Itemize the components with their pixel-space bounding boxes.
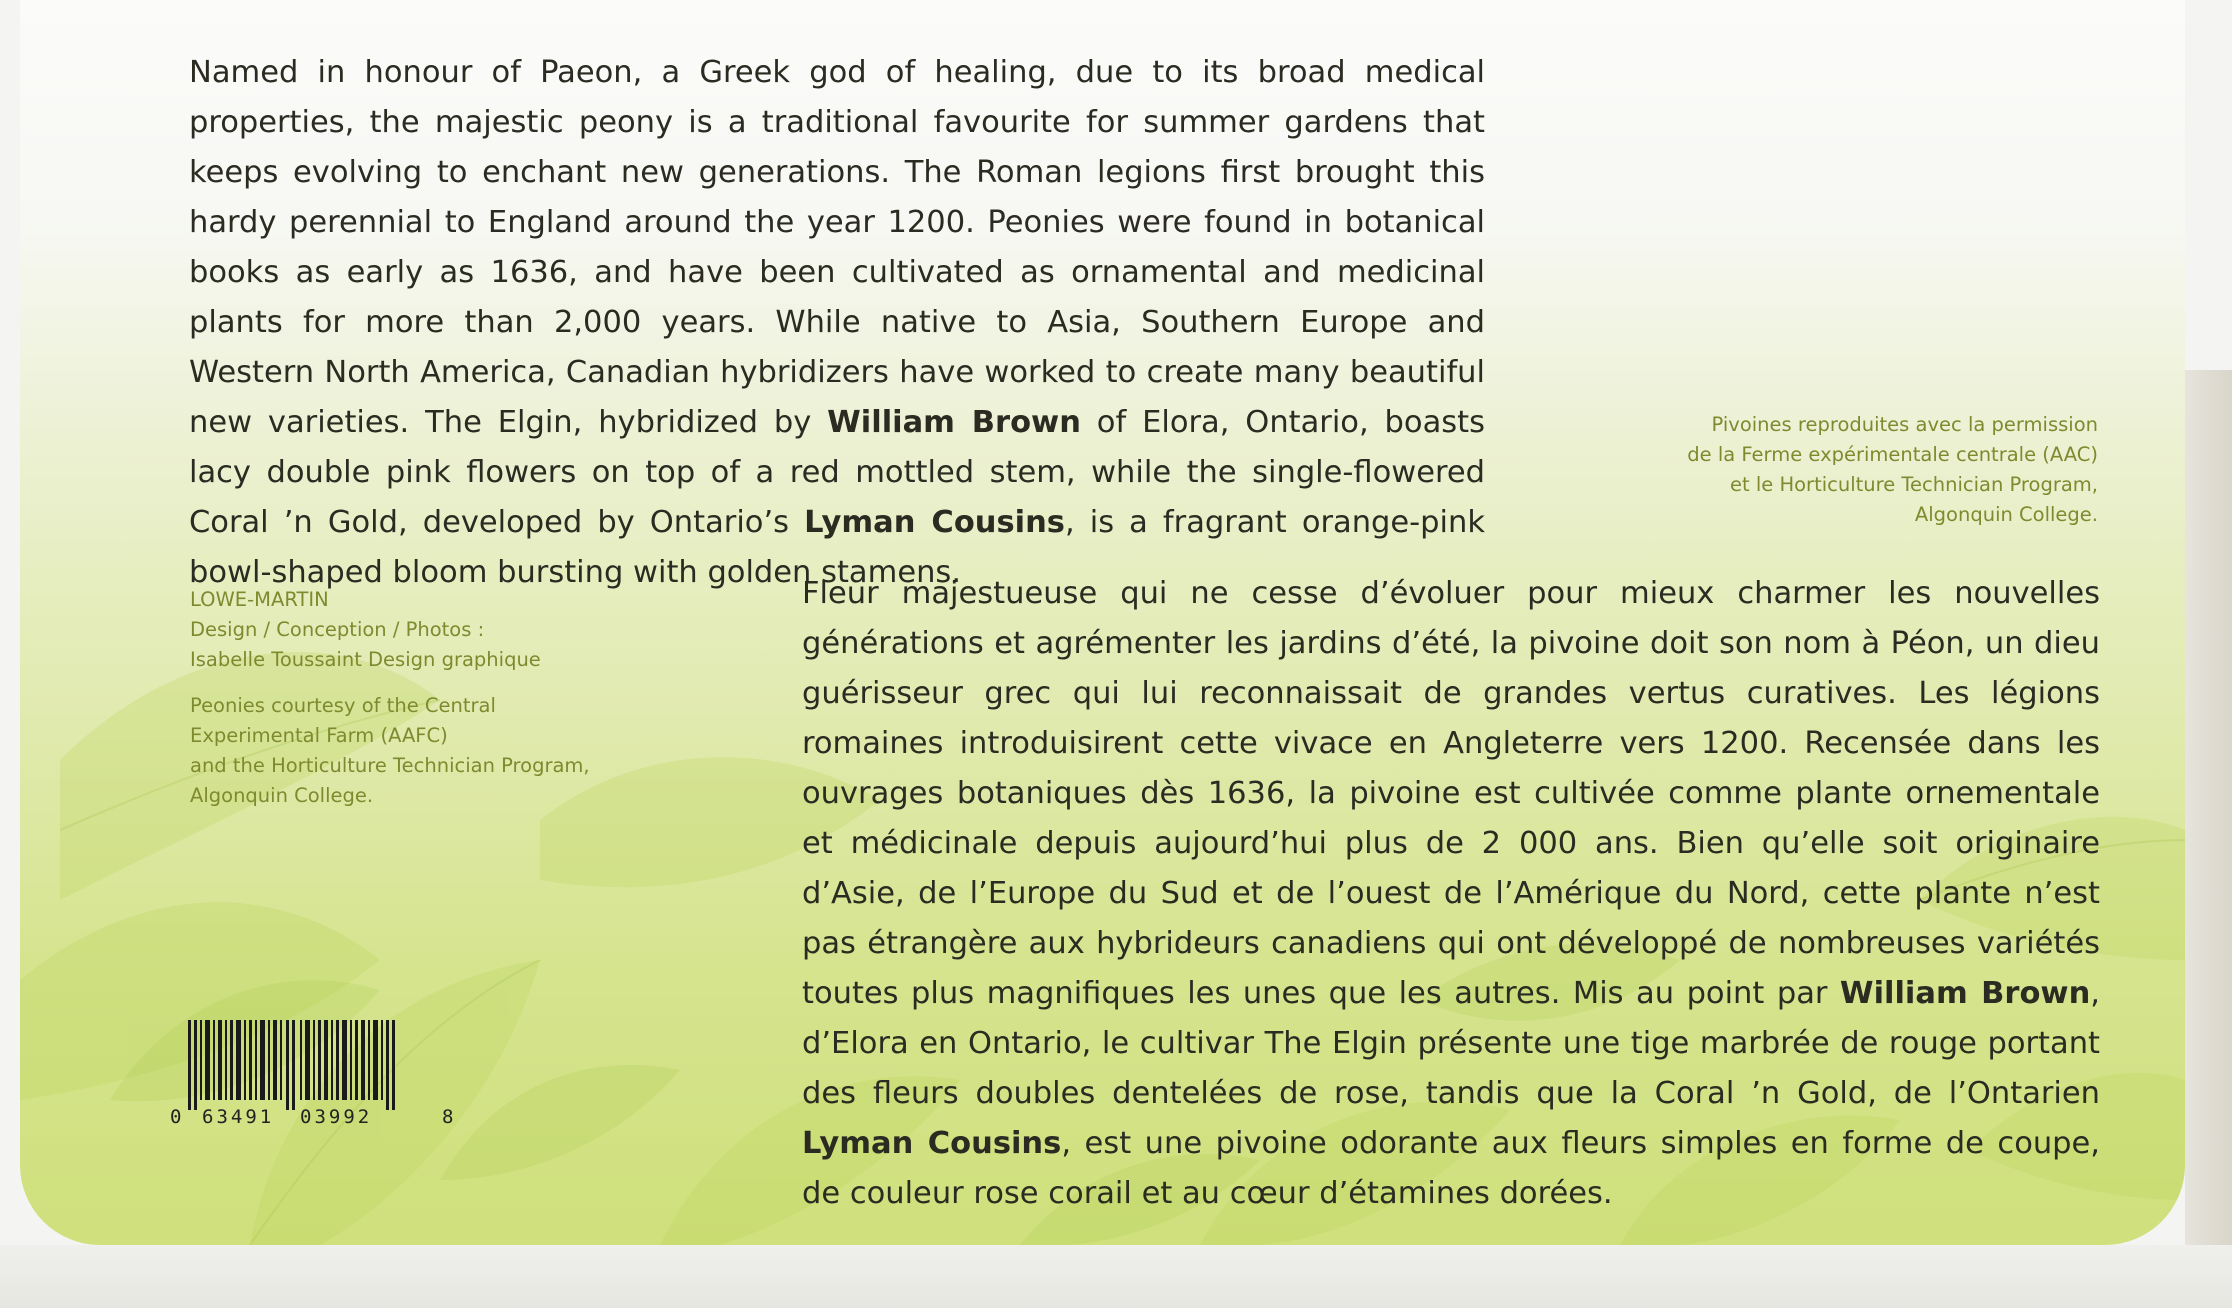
designer-name-lyman-cousins: Lyman Cousins — [804, 505, 1065, 540]
cover-panel — [20, 0, 2185, 1245]
english-text-part2: of Elora, Ontario, boasts lacy double pink flowers on top of a red mottled stem, while the single-flowered Coral ’n Gold, developed by Ontario’s — [189, 405, 1486, 540]
french-description — [802, 569, 2100, 1219]
upc-barcode — [170, 1020, 470, 1135]
credit-fr-line: Algonquin College. — [1914, 503, 2098, 526]
designer-name-lyman-cousins-fr: Lyman Cousins — [802, 1126, 1062, 1161]
design-label: Design / Conception / Photos : — [190, 618, 485, 641]
credit-fr-line: et le Horticulture Technician Program, — [1730, 473, 2098, 496]
barcode-check-digit: 8 — [442, 1106, 457, 1128]
french-text-part1: Fleur majestueuse qui ne cesse d’évoluer pour mieux charmer les nouvelles générations et agrémenter les jardins d’été, la pivoine doit son nom à Péon, un dieu guérisseur grec qui lui reconnaissait de grandes vertus curatives. Les légions romaines introduisirent cette vivace en Angleterre vers 1200. Recensée dans les ouvrages botaniques dès 1636, la pivoine est cultivée comme plante ornementale et médicinale depuis aujourd’hui plus de 2 000 ans. Bien qu’elle soit originaire d’Asie, de l’Europe du Sud et de l’ouest de l’Amérique du Nord, cette plante n’est pas étrangère aux hybrideurs canadiens qui ont développé de nombreuses variétés toutes plus magnifiques les unes que les autres. Mis au point par — [802, 576, 2100, 1011]
courtesy-line: Experimental Farm (AAFC) — [190, 724, 448, 747]
english-text-part1: Named in honour of Paeon, a Greek god of healing, due to its broad medical properties, the majestic peony is a traditional favourite for summer gardens that keeps evolving to enchant new generations. The Roman legions first brought this hardy perennial to England around the year 1200. Peonies were found in botanical books as early as 1636, and have been cultivated as ornamental and medicinal plants for more than 2,000 years. While native to Asia, Southern Europe and Western North America, Canadian hybridizers have worked to create many beautiful new varieties. The Elgin, hybridized by — [189, 55, 1485, 440]
french-credit — [1580, 410, 2098, 530]
credit-fr-line: de la Ferme expérimentale centrale (AAC) — [1687, 443, 2098, 466]
english-text-part3: , is a fragrant orange-pink bowl-shaped bloom bursting with golden stamens. — [189, 505, 1486, 590]
designer-name: Isabelle Toussaint Design graphique — [190, 648, 541, 671]
credit-fr-line: Pivoines reproduites avec la permission — [1711, 413, 2098, 436]
designer-name-william-brown: William Brown — [827, 405, 1081, 440]
envelope-flap-edge — [2185, 370, 2232, 1250]
barcode-bars — [170, 1020, 470, 1110]
envelope-bottom-flap — [0, 1245, 2232, 1308]
barcode-group2: 03992 — [300, 1106, 373, 1128]
printer-name: LOWE-MARTIN — [190, 588, 329, 611]
barcode-lead-digit: 0 — [170, 1106, 185, 1128]
french-text-part2: , d’Elora en Ontario, le cultivar The Elgin présente une tige marbrée de rouge portant des fleurs doubles dentelées de rose, tandis que la Coral ’n Gold, de l’Ontarien — [802, 976, 2100, 1111]
french-text-part3: , est une pivoine odorante aux fleurs simples en forme de coupe, de couleur rose corail et au cœur d’étamines dorées. — [802, 1126, 2101, 1211]
courtesy-line: Algonquin College. — [190, 784, 374, 807]
courtesy-line: and the Horticulture Technician Program, — [190, 754, 590, 777]
english-credits — [190, 585, 660, 811]
english-description — [189, 48, 1485, 598]
designer-name-william-brown-fr: William Brown — [1839, 976, 2091, 1011]
barcode-group1: 63491 — [202, 1106, 275, 1128]
courtesy-line: Peonies courtesy of the Central — [190, 694, 496, 717]
